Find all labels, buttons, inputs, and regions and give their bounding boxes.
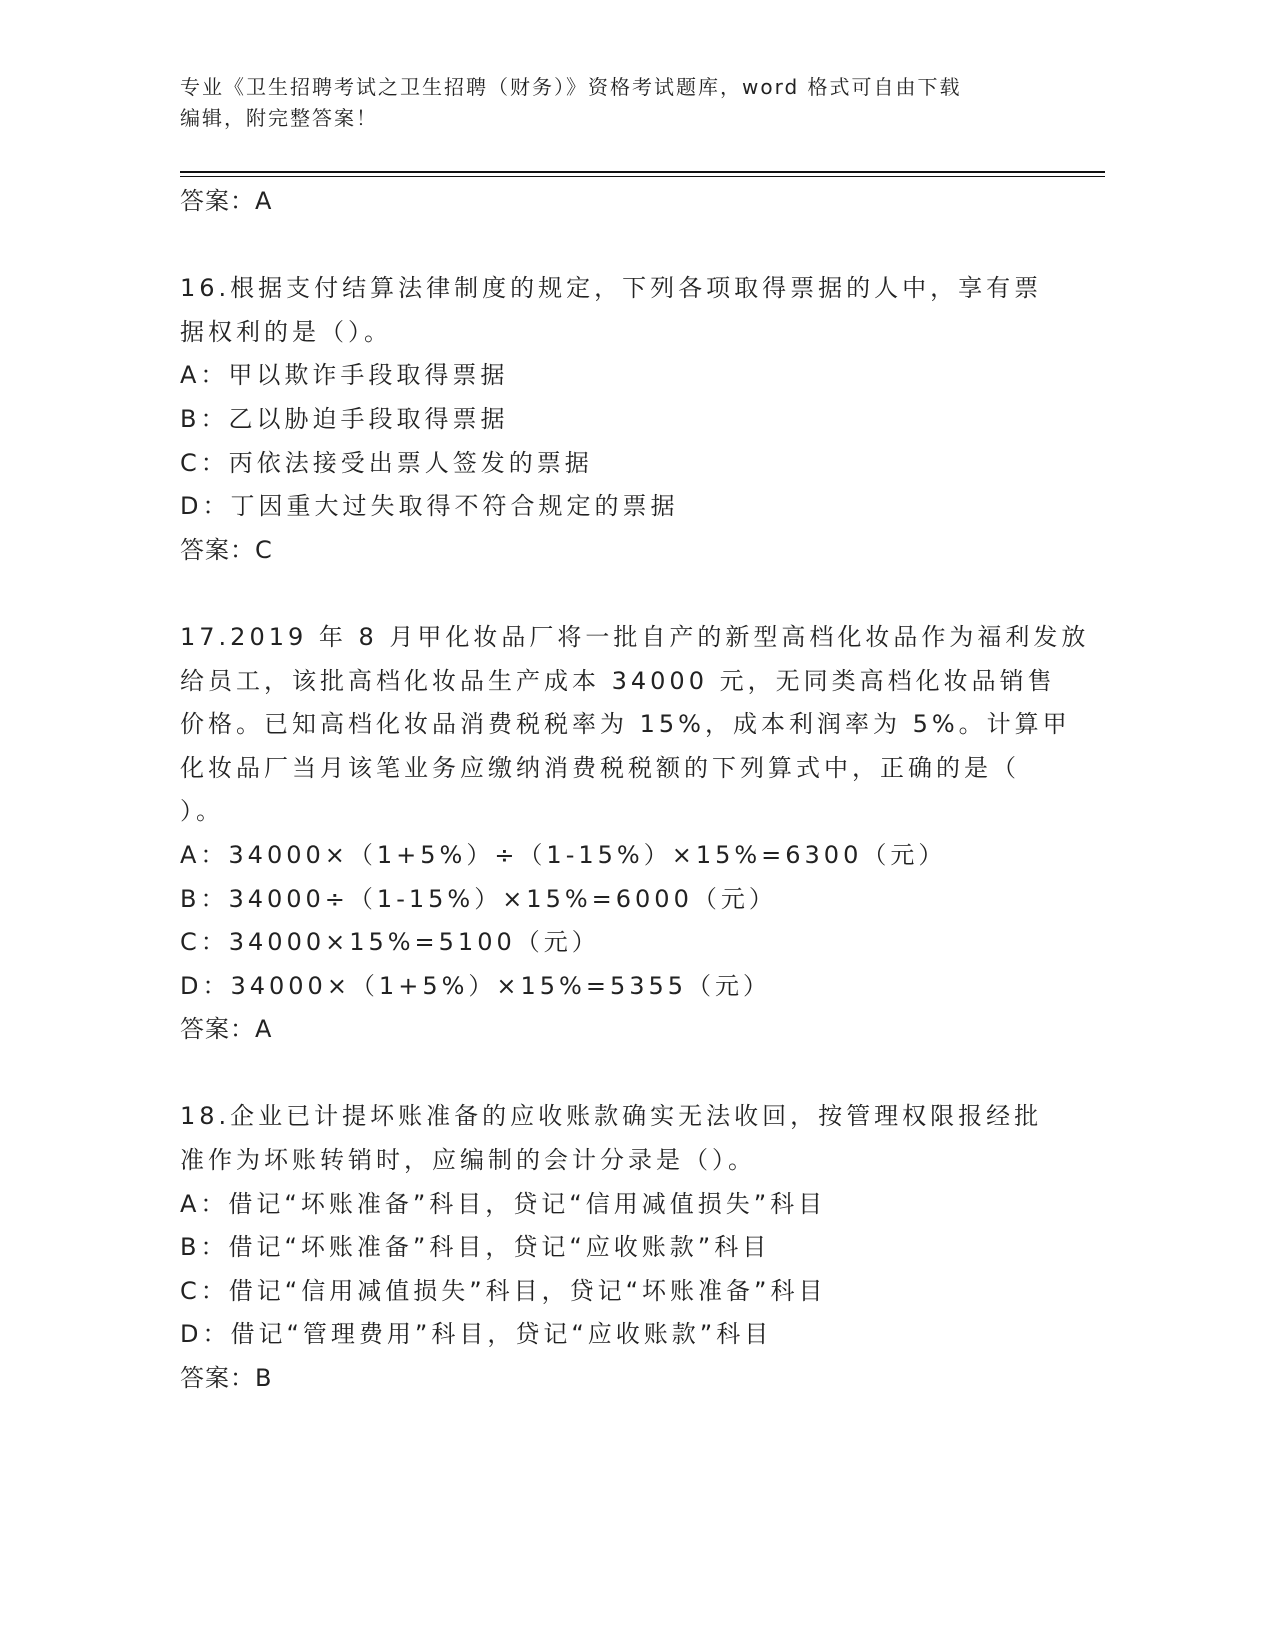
answer: 答案：C [180,535,273,564]
header-divider [180,171,1105,173]
document-header [180,72,962,134]
option-b: B：借记“坏账准备”科目，贷记“应收账款”科目 [180,1233,771,1262]
option-b: B：34000÷（1-15%）×15%=6000（元） [180,884,777,913]
header-divider-thin [180,176,1105,177]
header-line: 专业《卫生招聘考试之卫生招聘（财务）》资格考试题库，word 格式可自由下载 [180,75,962,99]
question-16 [180,267,1110,572]
option-d: D：借记“管理费用”科目，贷记“应收账款”科目 [180,1320,773,1349]
option-c: C：丙依法接受出票人签发的票据 [180,448,593,477]
option-a: A：34000×（1+5%）÷（1-15%）×15%=6300（元） [180,840,947,869]
question-text: 16.根据支付结算法律制度的规定，下列各项取得票据的人中，享有票 [180,274,1043,303]
answer: 答案：A [180,1015,273,1044]
option-c: C：34000×15%=5100（元） [180,928,600,957]
question-text: ）。 [180,797,224,826]
question-text: 价格。已知高档化妆品消费税税率为 15%，成本利润率为 5%。计算甲 [180,710,1071,739]
option-d: D：34000×（1+5%）×15%=5355（元） [180,971,772,1000]
question-text: 据权利的是（）。 [180,317,392,346]
option-b: B：乙以胁迫手段取得票据 [180,404,509,433]
question-18 [180,1095,1110,1400]
previous-answer: 答案：A [180,187,273,215]
question-17 [180,616,1110,1052]
question-text: 准作为坏账转销时，应编制的会计分录是（）。 [180,1146,756,1175]
option-c: C：借记“信用减值损失”科目，贷记“坏账准备”科目 [180,1276,827,1305]
answer: 答案：B [180,1364,273,1393]
question-text: 化妆品厂当月该笔业务应缴纳消费税税额的下列算式中，正确的是（ [180,753,1020,782]
option-a: A：借记“坏账准备”科目，贷记“信用减值损失”科目 [180,1189,827,1218]
header-line: 编辑，附完整答案！ [180,106,378,130]
option-a: A：甲以欺诈手段取得票据 [180,361,509,390]
question-text: 17.2019 年 8 月甲化妆品厂将一批自产的新型高档化妆品作为福利发放 [180,622,1090,651]
question-text: 给员工，该批高档化妆品生产成本 34000 元，无同类高档化妆品销售 [180,666,1056,695]
option-d: D：丁因重大过失取得不符合规定的票据 [180,492,679,521]
question-text: 18.企业已计提坏账准备的应收账款确实无法收回，按管理权限报经批 [180,1102,1043,1131]
question-list [180,180,1110,1401]
